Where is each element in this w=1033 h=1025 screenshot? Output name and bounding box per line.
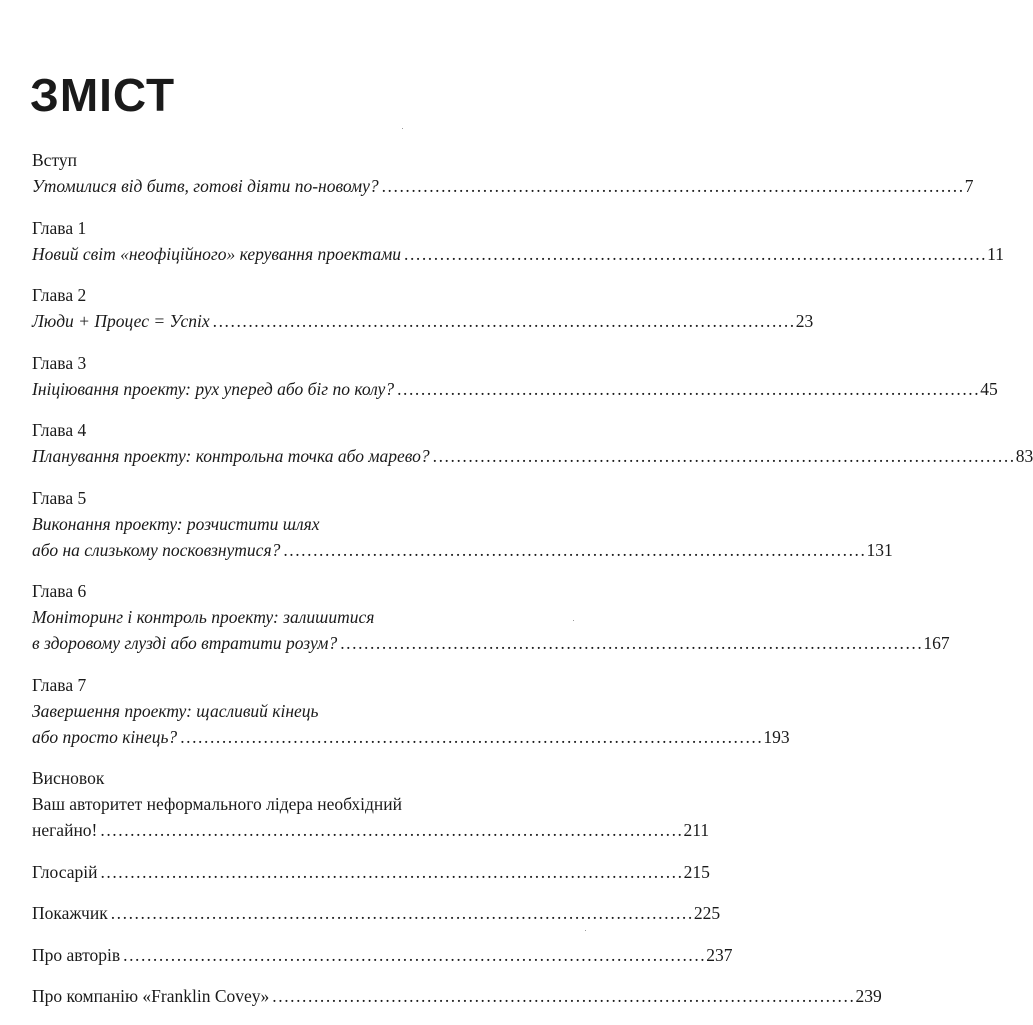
toc-page-number: 11 — [987, 243, 1004, 264]
toc-page-number: 131 — [866, 539, 893, 560]
toc-entry-label: Вступ — [32, 150, 77, 170]
toc-page-number: 225 — [693, 903, 721, 923]
dot-leader — [111, 900, 691, 926]
toc-page-number: 239 — [855, 986, 882, 1006]
toc-entry-title: або на слизькому посковзнутися? — [32, 539, 281, 560]
toc-entry-row — [32, 443, 1033, 469]
toc-entry-title: Новий світ «неофіційного» керування проектами — [32, 243, 401, 264]
scan-speck — [402, 128, 403, 129]
toc-entry-title: Про компанію «Franklin Covey» — [32, 986, 270, 1006]
toc-page-number: 83 — [1015, 446, 1033, 466]
toc-page-number: 193 — [763, 726, 790, 747]
toc-entry-chapter-3 — [32, 350, 998, 402]
toc-page-number: 7 — [964, 176, 974, 196]
dot-leader — [123, 942, 703, 968]
toc-entry-intro — [32, 147, 974, 199]
toc-entry-chapter-4 — [32, 417, 1033, 469]
toc-entry-chapter-7 — [32, 672, 790, 750]
toc-entry-label: Глава 5 — [32, 487, 87, 508]
toc-entry-title: Люди + Процес = Успіх — [32, 311, 210, 331]
dot-leader — [180, 724, 760, 750]
dot-leader — [433, 443, 1013, 469]
dot-leader — [404, 241, 984, 267]
table-of-contents — [32, 147, 1033, 1025]
toc-entry-title-line: Виконання проекту: розчистити шлях — [32, 513, 320, 534]
toc-entry-row — [32, 173, 974, 199]
toc-entry-label: Глава 1 — [32, 217, 87, 238]
toc-entry-title-line: Моніторинг і контроль проекту: залишитися — [32, 607, 375, 627]
toc-entry-label: Глава 6 — [32, 581, 87, 601]
toc-entry-about-authors — [32, 942, 733, 968]
dot-leader — [340, 630, 920, 656]
toc-entry-row — [32, 859, 710, 885]
toc-entry-row — [32, 724, 790, 750]
toc-entry-title: в здоровому глузді або втратити розум? — [32, 633, 338, 653]
toc-entry-label: Висновок — [32, 768, 105, 788]
toc-entry-row — [32, 983, 882, 1009]
toc-page-number: 23 — [795, 311, 814, 331]
toc-entry-row — [32, 241, 1004, 267]
toc-entry-about-company — [32, 983, 882, 1009]
toc-entry-title: Ініціювання проекту: рух уперед або біг по колу? — [32, 378, 395, 399]
scan-speck — [573, 620, 574, 621]
toc-entry-glossary — [32, 859, 710, 885]
toc-entry-label: Глава 2 — [32, 285, 87, 305]
dot-leader — [283, 537, 863, 563]
toc-entry-index — [32, 900, 721, 926]
dot-leader — [382, 173, 962, 199]
toc-page-number: 215 — [683, 861, 710, 882]
toc-entry-chapter-6 — [32, 578, 950, 656]
toc-entry-row — [32, 376, 998, 402]
toc-entry-title: Про авторів — [32, 944, 121, 965]
toc-entry-title-line: Завершення проекту: щасливий кінець — [32, 700, 319, 721]
toc-entry-title: Глосарій — [32, 861, 98, 882]
toc-entry-conclusion — [32, 765, 710, 843]
dot-leader — [272, 983, 852, 1009]
toc-entry-row — [32, 630, 950, 656]
toc-entry-chapter-2 — [32, 282, 814, 334]
toc-entry-title: або просто кінець? — [32, 726, 178, 747]
toc-entry-label: Глава 7 — [32, 674, 87, 695]
toc-entry-title-line: Ваш авторитет неформального лідера необхідний — [32, 794, 402, 814]
dot-leader — [397, 376, 977, 402]
dot-leader — [100, 817, 680, 843]
toc-entry-row — [32, 942, 733, 968]
scan-speck — [585, 930, 586, 931]
toc-entry-chapter-1 — [32, 215, 1004, 267]
dot-leader — [213, 308, 793, 334]
toc-page-number: 211 — [683, 820, 710, 840]
toc-entry-title: Покажчик — [32, 903, 108, 923]
toc-page-number: 237 — [706, 944, 733, 965]
toc-page-number: 45 — [980, 378, 998, 399]
toc-entry-title: Планування проекту: контрольна точка або марево? — [32, 446, 430, 466]
toc-entry-label: Глава 3 — [32, 352, 87, 373]
toc-entry-row — [32, 308, 814, 334]
toc-entry-row — [32, 817, 710, 843]
toc-entry-label: Глава 4 — [32, 420, 87, 440]
page-title: ЗМІСТ — [30, 69, 176, 121]
toc-entry-row — [32, 537, 893, 563]
toc-entry-row — [32, 900, 721, 926]
toc-page-number: 167 — [923, 633, 950, 653]
dot-leader — [100, 859, 680, 885]
toc-entry-chapter-5 — [32, 485, 893, 563]
toc-entry-title: Утомилися від битв, готові діяти по-новому? — [32, 176, 379, 196]
toc-entry-title: негайно! — [32, 820, 98, 840]
